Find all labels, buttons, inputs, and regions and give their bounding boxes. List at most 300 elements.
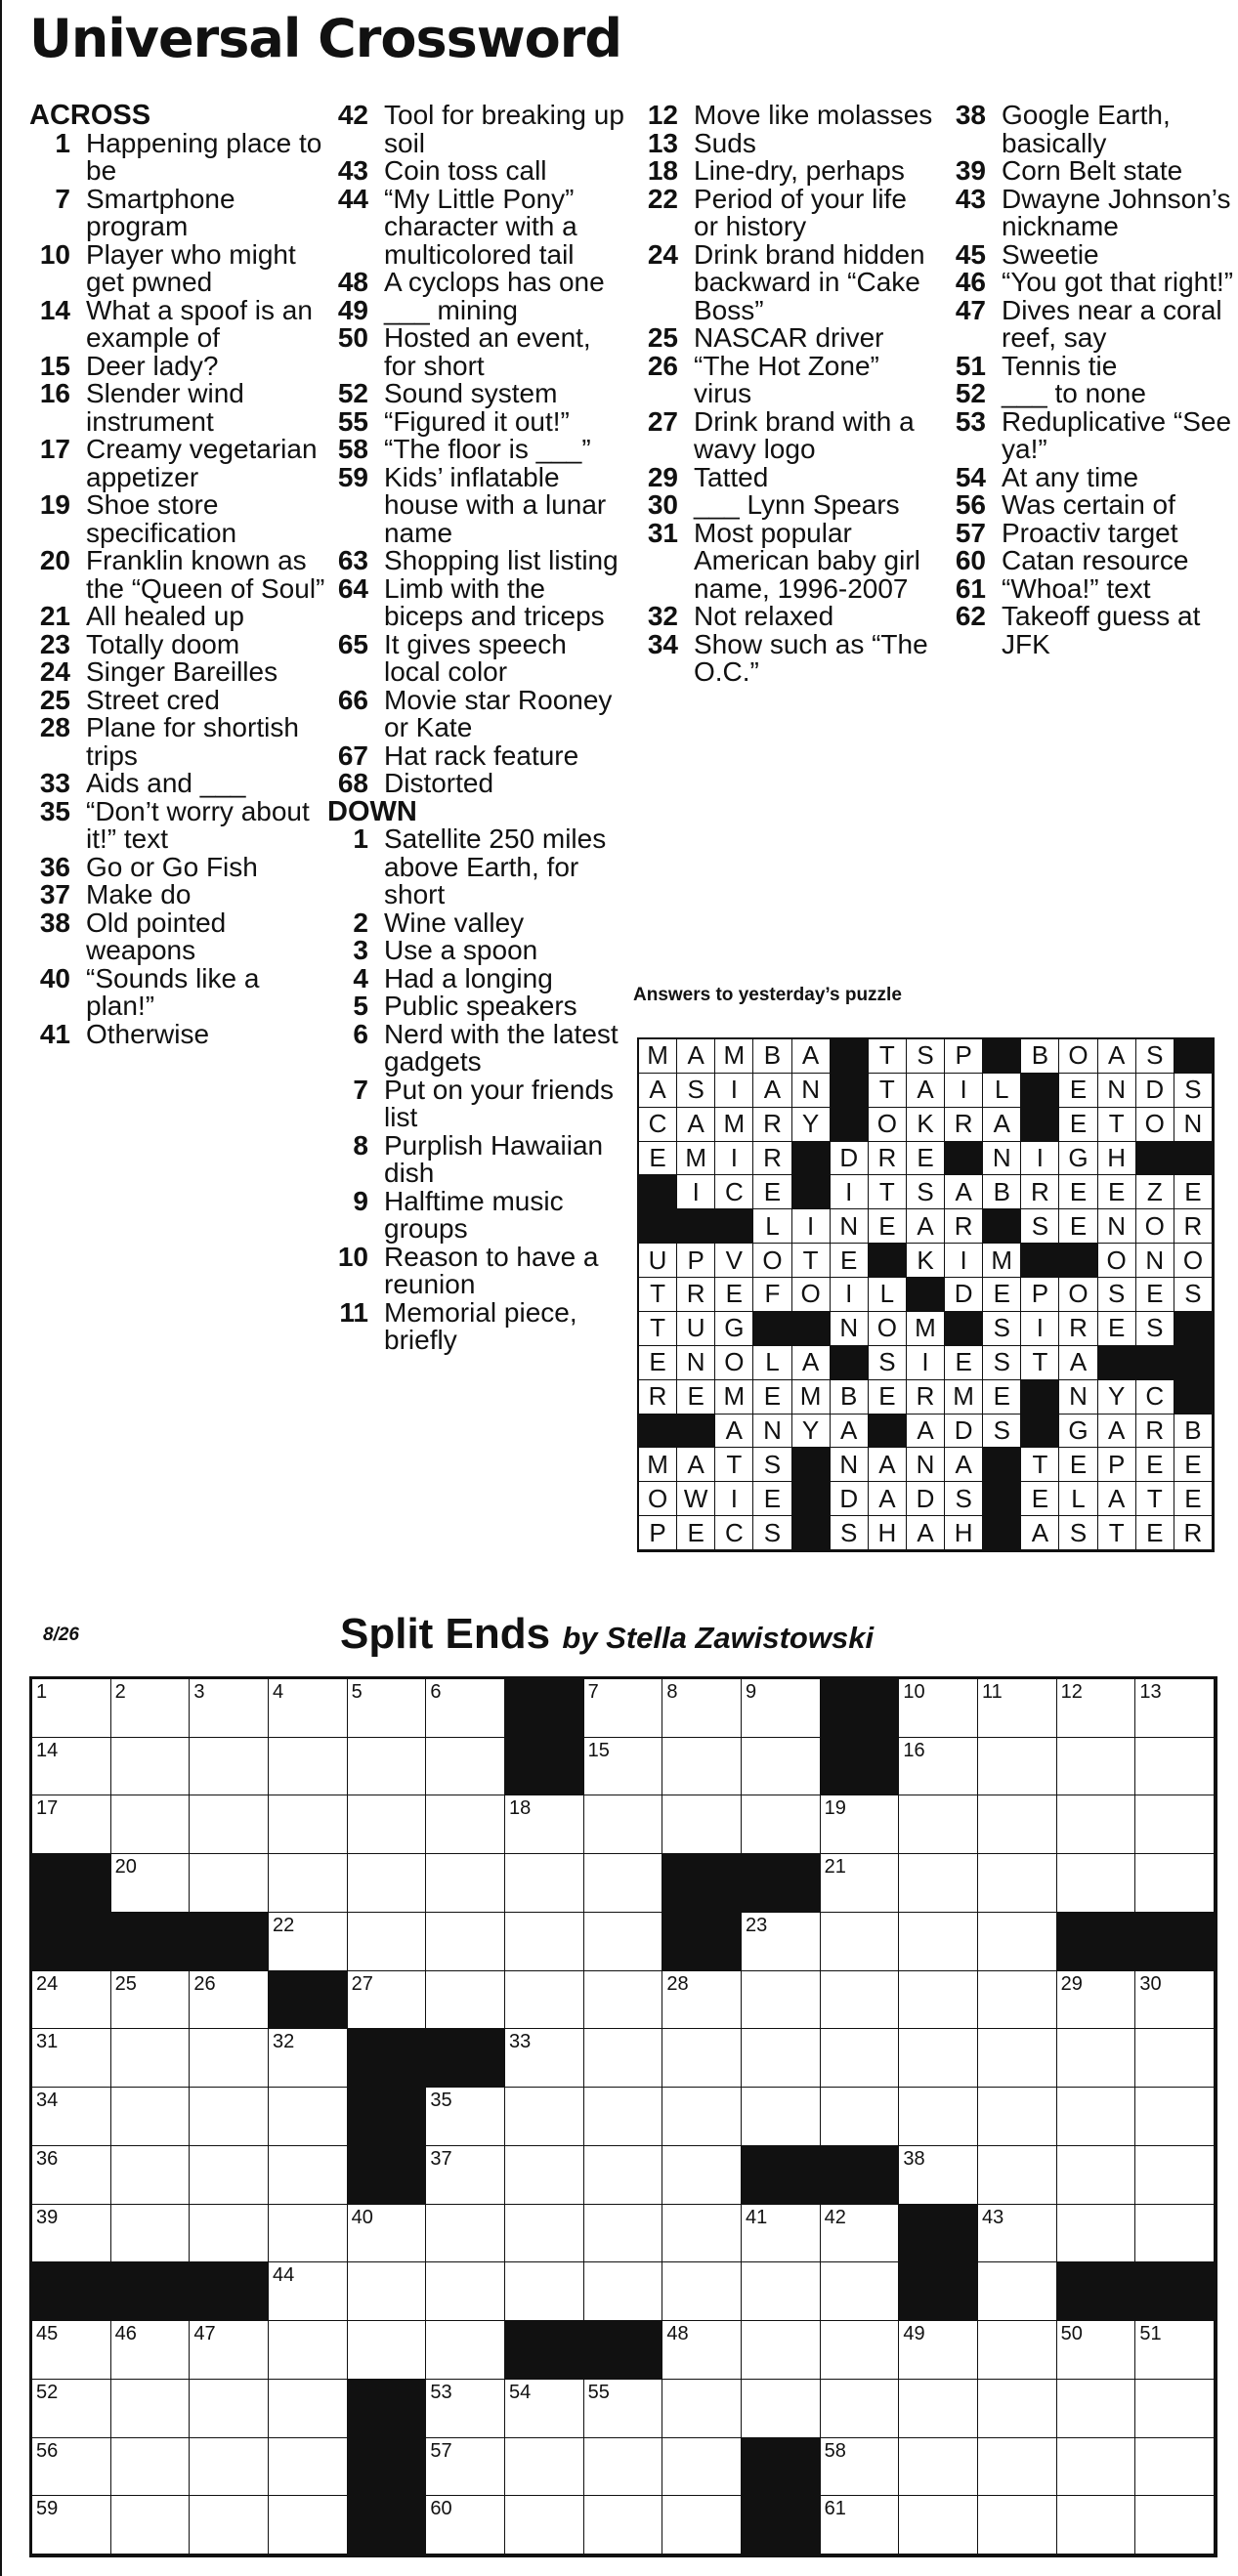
- cell-number: 13: [1139, 1681, 1162, 1703]
- grid-cell[interactable]: [269, 2088, 348, 2146]
- grid-cell[interactable]: [348, 1679, 427, 1738]
- grid-cell[interactable]: [978, 2380, 1057, 2438]
- grid-cell[interactable]: [190, 1738, 269, 1796]
- grid-cell[interactable]: [821, 2029, 900, 2088]
- grid-cell[interactable]: [899, 2029, 978, 2088]
- grid-cell[interactable]: [899, 1854, 978, 1913]
- clue-number: 39: [955, 155, 986, 186]
- grid-cell[interactable]: [742, 2262, 821, 2321]
- clue-number: 51: [955, 350, 986, 381]
- clue-number: 50: [337, 322, 368, 353]
- grid-cell[interactable]: [1135, 2438, 1215, 2497]
- clue-text: “The Hot Zone” virus: [694, 350, 879, 408]
- grid-cell[interactable]: [978, 2496, 1057, 2555]
- grid-cell[interactable]: [584, 2205, 663, 2263]
- grid-cell[interactable]: [505, 1971, 584, 2030]
- grid-cell[interactable]: [584, 2262, 663, 2321]
- grid-cell[interactable]: [584, 1738, 663, 1796]
- clue-text: Singer Bareilles: [86, 656, 278, 687]
- grid-cell[interactable]: [426, 1913, 505, 1971]
- across-clue: [327, 461, 625, 548]
- grid-cell[interactable]: [742, 2380, 821, 2438]
- down-clue: [945, 183, 1238, 241]
- grid-cell[interactable]: [1135, 2496, 1215, 2555]
- answer-black-square: [677, 1415, 715, 1449]
- down-clue: [327, 992, 625, 1021]
- across-clue: [29, 851, 327, 882]
- clue-number: 29: [647, 461, 678, 492]
- grid-cell[interactable]: [111, 2321, 191, 2380]
- clue-text: Shoe store specification: [86, 489, 237, 548]
- grid-cell[interactable]: [821, 1854, 900, 1913]
- grid-cell[interactable]: [662, 2205, 742, 2263]
- grid-cell[interactable]: [662, 2438, 742, 2497]
- grid-cell[interactable]: [348, 1913, 427, 1971]
- grid-cell[interactable]: [978, 2088, 1057, 2146]
- grid-cell[interactable]: [426, 2205, 505, 2263]
- grid-cell[interactable]: [584, 2088, 663, 2146]
- grid-cell[interactable]: [662, 1795, 742, 1854]
- grid-cell[interactable]: [1057, 2088, 1136, 2146]
- grid-cell[interactable]: [584, 1679, 663, 1738]
- down-clue: [945, 350, 1238, 381]
- cell-number: 52: [36, 2381, 59, 2403]
- grid-cell[interactable]: [978, 1971, 1057, 2030]
- grid-cell[interactable]: [32, 2088, 111, 2146]
- cell-number: 42: [824, 2206, 846, 2228]
- grid-cell[interactable]: [348, 1795, 427, 1854]
- grid-cell[interactable]: [1057, 2496, 1136, 2555]
- grid-cell[interactable]: [269, 2438, 348, 2497]
- grid-cell[interactable]: [978, 1913, 1057, 1971]
- grid-cell[interactable]: [426, 1679, 505, 1738]
- grid-cell[interactable]: [899, 2146, 978, 2205]
- black-square: [190, 2262, 269, 2321]
- grid-cell[interactable]: [821, 2262, 900, 2321]
- clue-text: Sound system: [384, 378, 558, 408]
- grid-cell[interactable]: [348, 2321, 427, 2380]
- grid-cell[interactable]: [426, 2321, 505, 2380]
- answer-letter: A: [907, 1074, 945, 1108]
- grid-cell[interactable]: [662, 1738, 742, 1796]
- grid-cell[interactable]: [978, 2438, 1057, 2497]
- grid-cell[interactable]: [1135, 2029, 1215, 2088]
- down-clue: [637, 183, 935, 241]
- black-square: [742, 2438, 821, 2497]
- grid-cell[interactable]: [662, 2262, 742, 2321]
- answer-black-square: [945, 1312, 983, 1346]
- grid-cell[interactable]: [584, 2380, 663, 2438]
- answer-letter: S: [983, 1312, 1021, 1346]
- answer-letter: A: [1021, 1516, 1059, 1550]
- grid-cell[interactable]: [584, 1795, 663, 1854]
- grid-cell[interactable]: [505, 2205, 584, 2263]
- across-clue: [327, 380, 625, 408]
- grid-cell[interactable]: [32, 1971, 111, 2030]
- across-clue: [29, 795, 327, 854]
- answer-letter: D: [831, 1142, 869, 1176]
- grid-cell[interactable]: [190, 2088, 269, 2146]
- cell-number: 18: [508, 1797, 532, 1820]
- grid-cell[interactable]: [269, 2029, 348, 2088]
- down-clue: [637, 491, 935, 520]
- answer-letter: S: [1021, 1209, 1059, 1244]
- grid-cell[interactable]: [505, 2438, 584, 2497]
- answer-letter: A: [677, 1448, 715, 1482]
- grid-cell[interactable]: [899, 2088, 978, 2146]
- grid-cell[interactable]: [505, 1795, 584, 1854]
- grid-cell[interactable]: [662, 2146, 742, 2205]
- grid-cell[interactable]: [584, 1971, 663, 2030]
- across-clue: [29, 380, 327, 436]
- down-clue: [945, 461, 1238, 492]
- grid-cell[interactable]: [190, 2146, 269, 2205]
- clue-number: 43: [955, 183, 986, 214]
- grid-cell[interactable]: [662, 2321, 742, 2380]
- grid-cell[interactable]: [1057, 2146, 1136, 2205]
- cell-number: 2: [114, 1681, 126, 1703]
- grid-cell[interactable]: [426, 2496, 505, 2555]
- grid-cell[interactable]: [1135, 1795, 1215, 1854]
- grid-cell[interactable]: [821, 2438, 900, 2497]
- cell-number: 33: [508, 2031, 532, 2053]
- answer-letter: E: [907, 1142, 945, 1176]
- grid-cell[interactable]: [190, 1971, 269, 2030]
- answer-letter: S: [753, 1448, 791, 1482]
- grid-cell[interactable]: [1057, 1795, 1136, 1854]
- clue-number: 2: [353, 907, 368, 938]
- grid-cell[interactable]: [269, 1679, 348, 1738]
- grid-cell[interactable]: [426, 2146, 505, 2205]
- cell-number: 55: [587, 2381, 610, 2403]
- cell-number: 17: [36, 1797, 59, 1820]
- grid-cell[interactable]: [32, 2146, 111, 2205]
- answer-letter: E: [869, 1209, 907, 1244]
- black-square: [505, 1679, 584, 1738]
- grid-cell[interactable]: [269, 1913, 348, 1971]
- grid-cell[interactable]: [111, 2438, 191, 2497]
- answer-letter: A: [907, 1516, 945, 1550]
- cell-number: 23: [745, 1914, 768, 1936]
- down-clue: [945, 491, 1238, 520]
- clue-number: 11: [339, 1296, 368, 1328]
- across-clue: [327, 739, 625, 771]
- down-heading: DOWN: [327, 795, 417, 827]
- grid-cell[interactable]: [821, 2380, 900, 2438]
- clue-number: 40: [39, 962, 70, 993]
- grid-cell[interactable]: [821, 1795, 900, 1854]
- grid-cell[interactable]: [978, 2029, 1057, 2088]
- grid-cell[interactable]: [32, 1679, 111, 1738]
- grid-cell[interactable]: [978, 1679, 1057, 1738]
- black-square: [32, 1913, 111, 1971]
- grid-cell[interactable]: [269, 1738, 348, 1796]
- grid-cell[interactable]: [1135, 1738, 1215, 1796]
- answer-letter: S: [1098, 1278, 1136, 1312]
- grid-cell[interactable]: [32, 2438, 111, 2497]
- grid-cell[interactable]: [662, 2496, 742, 2555]
- black-square: [899, 2205, 978, 2263]
- grid-cell[interactable]: [32, 1795, 111, 1854]
- grid-cell[interactable]: [1057, 2205, 1136, 2263]
- grid-cell[interactable]: [426, 1854, 505, 1913]
- down-clue: [945, 603, 1238, 658]
- grid-cell[interactable]: [742, 1738, 821, 1796]
- clue-text: “The floor is ___”: [384, 434, 591, 464]
- grid-cell[interactable]: [111, 2029, 191, 2088]
- grid-cell[interactable]: [269, 1795, 348, 1854]
- grid-cell[interactable]: [899, 2438, 978, 2497]
- grid-cell[interactable]: [1057, 2438, 1136, 2497]
- answer-letter: U: [639, 1244, 677, 1278]
- grid-cell[interactable]: [111, 1679, 191, 1738]
- grid-cell[interactable]: [111, 2205, 191, 2263]
- grid-cell[interactable]: [269, 2262, 348, 2321]
- clue-column-2: [327, 102, 625, 1355]
- grid-cell[interactable]: [269, 2380, 348, 2438]
- grid-cell[interactable]: [426, 2088, 505, 2146]
- cell-number: 8: [666, 1681, 678, 1703]
- answer-letter: W: [677, 1482, 715, 1516]
- clue-number: 7: [353, 1074, 368, 1105]
- grid-cell[interactable]: [190, 2321, 269, 2380]
- grid-cell[interactable]: [111, 1795, 191, 1854]
- grid-cell[interactable]: [505, 2029, 584, 2088]
- answer-letter: O: [869, 1312, 907, 1346]
- down-clue: [945, 572, 1238, 604]
- grid-cell[interactable]: [269, 2496, 348, 2555]
- grid-cell[interactable]: [1057, 1679, 1136, 1738]
- cell-number: 29: [1060, 1972, 1083, 1995]
- grid-cell[interactable]: [426, 2262, 505, 2321]
- grid-cell[interactable]: [978, 1738, 1057, 1796]
- clue-text: Go or Go Fish: [86, 851, 258, 882]
- grid-cell[interactable]: [426, 2380, 505, 2438]
- answer-letter: S: [831, 1516, 869, 1550]
- black-square: [584, 2321, 663, 2380]
- down-clue: [637, 350, 935, 408]
- grid-cell[interactable]: [111, 2380, 191, 2438]
- cell-number: 43: [981, 2206, 1004, 2228]
- grid-cell[interactable]: [899, 1679, 978, 1738]
- grid-cell[interactable]: [348, 2205, 427, 2263]
- grid-cell[interactable]: [742, 1913, 821, 1971]
- grid-cell[interactable]: [269, 2321, 348, 2380]
- grid-cell[interactable]: [584, 1854, 663, 1913]
- answer-letter: H: [945, 1516, 983, 1550]
- clue-text: Line-dry, perhaps: [694, 155, 905, 186]
- grid-cell[interactable]: [505, 2496, 584, 2555]
- clue-text: Drink brand with a wavy logo: [694, 405, 915, 464]
- grid-cell[interactable]: [899, 2380, 978, 2438]
- grid-cell[interactable]: [426, 1738, 505, 1796]
- grid-cell[interactable]: [1057, 1854, 1136, 1913]
- grid-cell[interactable]: [821, 2088, 900, 2146]
- answer-letter: O: [1098, 1244, 1136, 1278]
- clue-number: 44: [337, 183, 368, 214]
- clue-column-4: [945, 102, 1238, 658]
- grid-cell[interactable]: [1135, 2205, 1215, 2263]
- grid-cell[interactable]: [190, 2496, 269, 2555]
- grid-cell[interactable]: [111, 1854, 191, 1913]
- grid-cell[interactable]: [505, 1854, 584, 1913]
- down-clue: [327, 1129, 625, 1188]
- grid-cell[interactable]: [1135, 2380, 1215, 2438]
- grid-cell[interactable]: [584, 1913, 663, 1971]
- grid-cell[interactable]: [32, 2321, 111, 2380]
- grid-cell[interactable]: [584, 2438, 663, 2497]
- answer-letter: E: [1059, 1448, 1097, 1482]
- down-clue: [327, 1018, 625, 1077]
- grid-cell[interactable]: [111, 2146, 191, 2205]
- grid-cell[interactable]: [505, 2380, 584, 2438]
- grid-cell[interactable]: [1057, 2029, 1136, 2088]
- answer-letter: E: [1174, 1175, 1213, 1209]
- answer-letter: P: [1021, 1278, 1059, 1312]
- grid-cell[interactable]: [742, 2321, 821, 2380]
- cell-number: 28: [666, 1972, 689, 1995]
- grid-cell[interactable]: [1135, 1971, 1215, 2030]
- grid-cell[interactable]: [32, 2205, 111, 2263]
- grid-cell[interactable]: [348, 2262, 427, 2321]
- grid-cell[interactable]: [1135, 2321, 1215, 2380]
- grid-cell[interactable]: [426, 1971, 505, 2030]
- grid-cell[interactable]: [111, 2496, 191, 2555]
- across-clue: [29, 238, 327, 297]
- clue-text: ___ Lynn Spears: [694, 489, 900, 520]
- across-clue: [327, 294, 625, 325]
- clue-text: Kids’ inflatable house with a lunar name: [384, 461, 607, 548]
- grid-cell[interactable]: [1057, 2321, 1136, 2380]
- grid-cell[interactable]: [1057, 2380, 1136, 2438]
- grid-cell[interactable]: [662, 2380, 742, 2438]
- answer-letter: S: [753, 1516, 791, 1550]
- grid-cell[interactable]: [978, 2262, 1057, 2321]
- grid-cell[interactable]: [978, 1795, 1057, 1854]
- clue-column-3: [637, 102, 935, 687]
- answer-letter: E: [753, 1380, 791, 1415]
- grid-cell[interactable]: [32, 2029, 111, 2088]
- grid-cell[interactable]: [190, 2380, 269, 2438]
- clue-number: 8: [353, 1129, 368, 1161]
- answer-letter: L: [753, 1346, 791, 1380]
- grid-cell[interactable]: [111, 1738, 191, 1796]
- grid-cell[interactable]: [662, 2088, 742, 2146]
- grid-cell[interactable]: [821, 2321, 900, 2380]
- answer-letter: O: [1136, 1108, 1174, 1142]
- answer-letter: L: [753, 1209, 791, 1244]
- cell-number: 10: [903, 1681, 925, 1703]
- grid-cell[interactable]: [348, 1738, 427, 1796]
- grid-cell[interactable]: [584, 2029, 663, 2088]
- grid-cell[interactable]: [662, 2029, 742, 2088]
- grid-cell[interactable]: [269, 2146, 348, 2205]
- grid-cell[interactable]: [1057, 1971, 1136, 2030]
- grid-cell[interactable]: [978, 1854, 1057, 1913]
- grid-cell[interactable]: [978, 2205, 1057, 2263]
- grid-cell[interactable]: [190, 2438, 269, 2497]
- grid-cell[interactable]: [821, 2205, 900, 2263]
- across-clue: [29, 294, 327, 353]
- grid-cell[interactable]: [821, 1913, 900, 1971]
- grid-cell[interactable]: [742, 2029, 821, 2088]
- grid-cell[interactable]: [899, 1913, 978, 1971]
- grid-cell[interactable]: [505, 2262, 584, 2321]
- answer-letter: T: [1136, 1482, 1174, 1516]
- answer-letter: A: [677, 1039, 715, 1074]
- answer-letter: O: [715, 1346, 753, 1380]
- grid-cell[interactable]: [1057, 1738, 1136, 1796]
- grid-cell[interactable]: [32, 2496, 111, 2555]
- grid-cell[interactable]: [899, 2321, 978, 2380]
- grid-cell[interactable]: [190, 2029, 269, 2088]
- grid-cell[interactable]: [821, 1971, 900, 2030]
- grid-cell[interactable]: [742, 2088, 821, 2146]
- grid-cell[interactable]: [505, 2088, 584, 2146]
- answer-letter: O: [1059, 1278, 1097, 1312]
- grid-cell[interactable]: [190, 2205, 269, 2263]
- grid-cell[interactable]: [111, 2088, 191, 2146]
- grid-cell[interactable]: [899, 1795, 978, 1854]
- clue-text: At any time: [1002, 461, 1139, 492]
- grid-cell[interactable]: [899, 2496, 978, 2555]
- grid-cell[interactable]: [32, 1738, 111, 1796]
- grid-cell[interactable]: [899, 1738, 978, 1796]
- grid-cell[interactable]: [978, 2321, 1057, 2380]
- grid-cell[interactable]: [821, 2496, 900, 2555]
- grid-cell[interactable]: [426, 2438, 505, 2497]
- grid-cell[interactable]: [505, 2146, 584, 2205]
- grid-cell[interactable]: [1135, 2146, 1215, 2205]
- grid-cell[interactable]: [348, 1971, 427, 2030]
- grid-cell[interactable]: [742, 1971, 821, 2030]
- answer-letter: N: [1059, 1380, 1097, 1415]
- clue-number: 33: [39, 768, 70, 798]
- answer-letter: P: [639, 1516, 677, 1550]
- grid-cell[interactable]: [190, 1679, 269, 1738]
- grid-cell[interactable]: [899, 1971, 978, 2030]
- grid-cell[interactable]: [662, 1971, 742, 2030]
- clue-text: Hat rack feature: [384, 739, 579, 771]
- grid-cell[interactable]: [742, 1679, 821, 1738]
- grid-cell[interactable]: [32, 2380, 111, 2438]
- grid-cell[interactable]: [426, 1795, 505, 1854]
- grid-cell[interactable]: [1135, 1854, 1215, 1913]
- clue-number: 16: [39, 378, 70, 408]
- clue-text: Totally doom: [86, 628, 240, 659]
- cell-number: 24: [36, 1972, 59, 1995]
- grid-cell[interactable]: [348, 1854, 427, 1913]
- grid-cell[interactable]: [584, 2496, 663, 2555]
- grid-cell[interactable]: [505, 1913, 584, 1971]
- grid-cell[interactable]: [584, 2146, 663, 2205]
- grid-cell[interactable]: [662, 1679, 742, 1738]
- grid-cell[interactable]: [190, 1795, 269, 1854]
- grid-cell[interactable]: [978, 2146, 1057, 2205]
- grid-cell[interactable]: [1135, 1679, 1215, 1738]
- grid-cell[interactable]: [269, 2205, 348, 2263]
- down-clue: [637, 461, 935, 492]
- grid-cell[interactable]: [111, 1971, 191, 2030]
- grid-cell[interactable]: [742, 2205, 821, 2263]
- grid-cell[interactable]: [190, 1854, 269, 1913]
- grid-cell[interactable]: [1135, 2088, 1215, 2146]
- grid-cell[interactable]: [742, 1795, 821, 1854]
- black-square: [348, 2088, 427, 2146]
- answer-letter: S: [1174, 1074, 1213, 1108]
- down-clue: [327, 937, 625, 965]
- grid-cell[interactable]: [269, 1854, 348, 1913]
